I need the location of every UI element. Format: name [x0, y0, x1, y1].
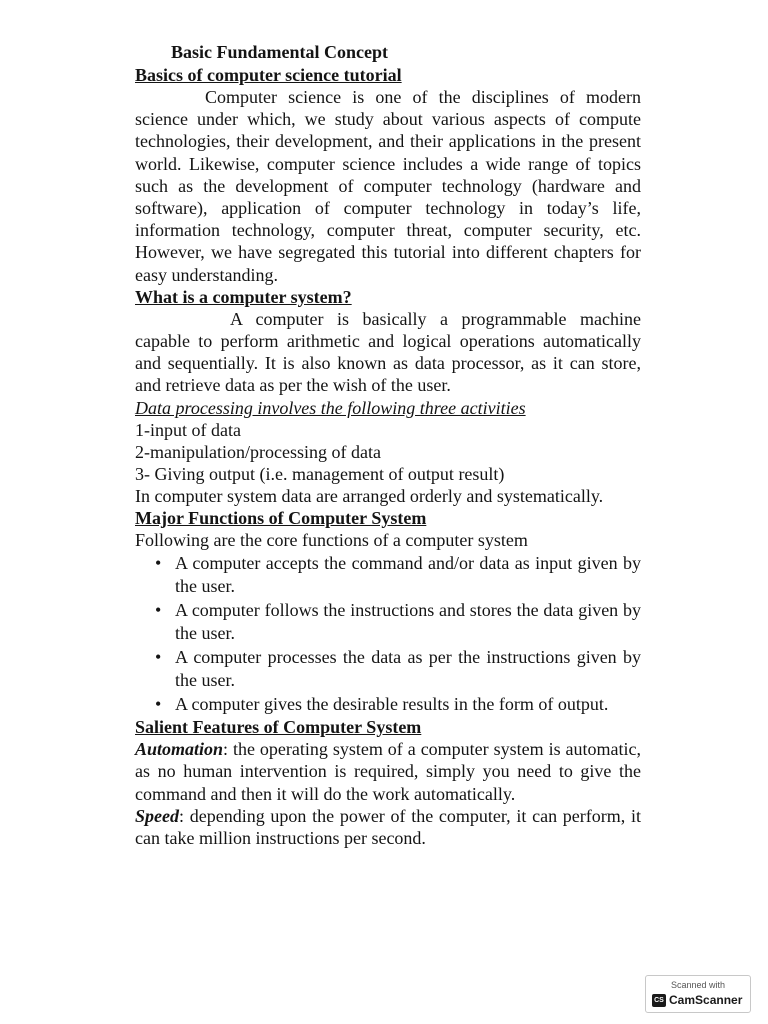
heading-computer-system: What is a computer system?: [135, 286, 352, 307]
heading-salient-features: Salient Features of Computer System: [135, 717, 422, 738]
paragraph-intro: Computer science is one of the disciplines of modern science under which, we study about various aspects of compute technologies, their development, and their applications in the present world. Likewise, computer science includes a wide range of topics such as the development of computer technology (hardware and software), application of computer technology in today’s life, information technology, computer threat, computer security, etc. However, we have segregated this tutorial into different chapters for easy understanding.: [135, 87, 641, 285]
function-item: • A computer follows the instructions and stores the data given by the user.: [175, 599, 641, 646]
page-title: Basic Fundamental Concept: [171, 42, 389, 62]
heading-data-processing: Data processing involves the following three activities: [135, 397, 526, 418]
functions-list: [135, 552, 641, 717]
function-item: • A computer gives the desirable results in the form of output.: [175, 693, 641, 717]
feature-text: : the operating system of a computer system is automatic, as no human intervention is required, simply you need to give the command and then it will do the work automatically.: [135, 739, 641, 804]
paragraph-computer-system: A computer is basically a programmable machine capable to perform arithmetic and logical operations automatically and sequentially. It is also known as data processor, as it can store, and retrieve data as per the wish of the user.: [135, 308, 641, 396]
watermark-brand: CamScanner: [669, 993, 743, 1007]
heading-tutorial: Basics of computer science tutorial: [135, 65, 402, 85]
feature-text: : depending upon the power of the computer, it can perform, it can take million instructions per second.: [135, 805, 641, 848]
activity-item: 2-manipulation/processing of data: [135, 441, 381, 462]
function-item: • A computer accepts the command and/or data as input given by the user.: [175, 552, 641, 599]
camscanner-logo-icon: CS: [652, 994, 666, 1007]
function-item: • A computer processes the data as per the instructions given by the user.: [175, 646, 641, 693]
watermark-caption: Scanned with: [670, 980, 726, 990]
feature-term: Speed: [135, 805, 179, 826]
activity-item: 3- Giving output (i.e. management of output result): [135, 464, 505, 485]
heading-major-functions: Major Functions of Computer System: [135, 508, 427, 529]
functions-intro: Following are the core functions of a computer system: [135, 530, 528, 551]
feature-automation: [135, 738, 641, 805]
camscanner-watermark: [645, 975, 751, 1013]
feature-term: Automation: [135, 739, 224, 760]
document-page: [135, 40, 641, 849]
feature-speed: [135, 805, 641, 849]
paragraph-arranged: In computer system data are arranged orderly and systematically.: [135, 486, 604, 507]
activity-item: 1-input of data: [135, 419, 241, 440]
